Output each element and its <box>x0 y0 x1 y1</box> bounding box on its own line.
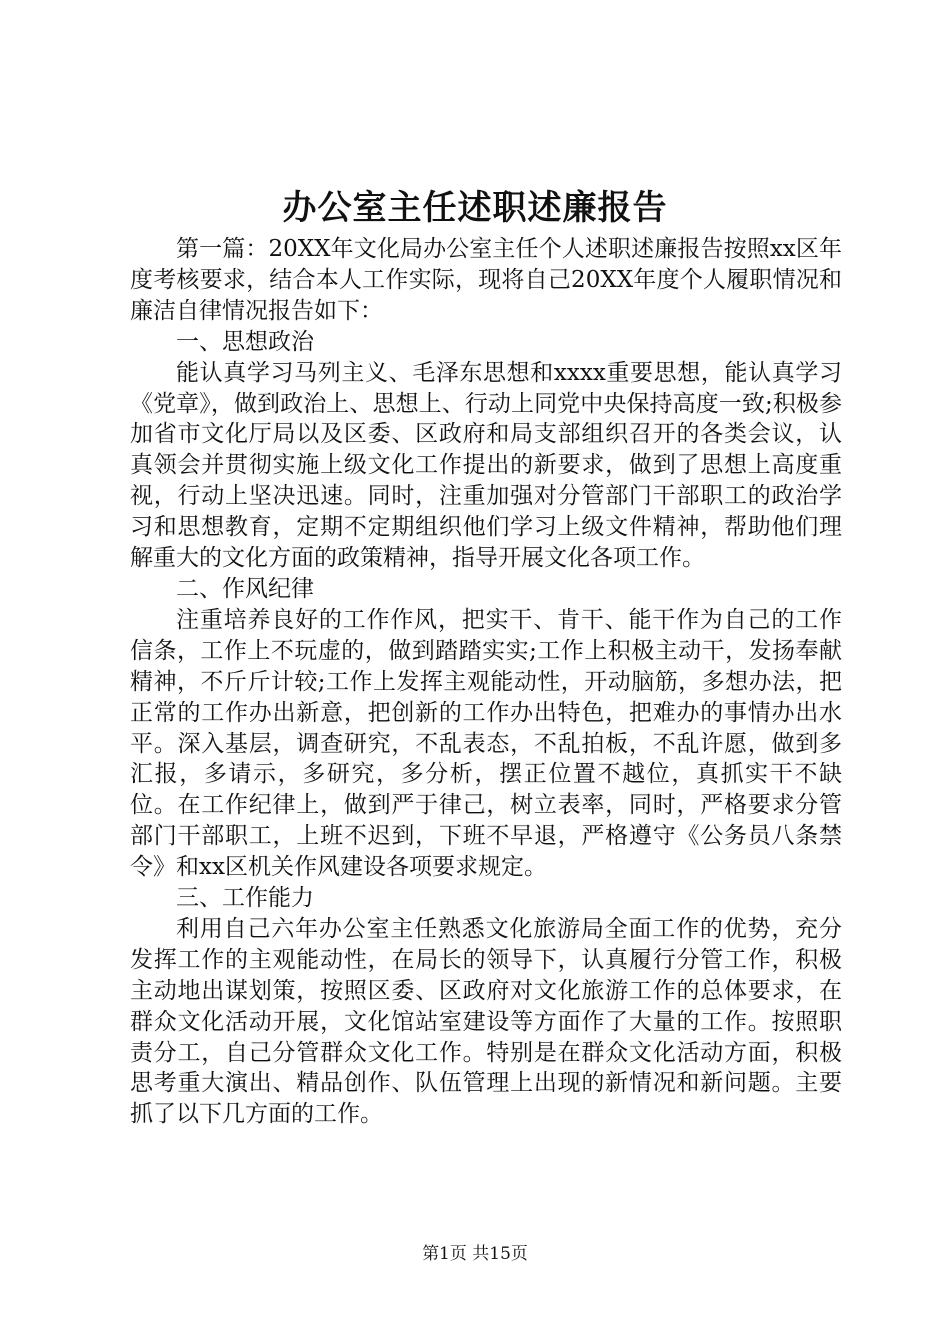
section-heading-ability: 三、工作能力 <box>176 885 314 912</box>
document-title: 办公室主任述职述廉报告 <box>282 188 668 228</box>
ability-paragraph: 利用自己六年办公室主任熟悉文化旅游局全面工作的优势，充分发挥工作的主观能动性，在局长的领导下，认真履行分管工作，积极主动地出谋划策，按照区委、区政府对文化旅游工作的总体要求，在群众文化活动开展，文化馆站室建设等方面作了大量的工作。按照职责分工，自己分管群众文化工作。特别是在群众文化活动方面，积极思考重大演出、精品创作、队伍管理上出现的新情况和新问题。主要抓了以下几方面的工作。 <box>130 915 842 1128</box>
politics-paragraph: 能认真学习马列主义、毛泽东思想和xxxx重要思想，能认真学习《党章》，做到政治上、思想上、行动上同党中央保持高度一致;积极参加省市文化厅局以及区委、区政府和局支部组织召开的各类会议，认真领会并贯彻实施上级文化工作提出的新要求，做到了思想上高度重视，行动上坚决迅速。同时，注重加强对分管部门干部职工的政治学习和思想教育，定期不定期组织他们学习上级文件精神，帮助他们理解重大的文化方面的政策精神，指导开展文化各项工作。 <box>130 359 842 572</box>
intro-paragraph: 第一篇：20XX年文化局办公室主任个人述职述廉报告按照xx区年度考核要求，结合本人工作实际，现将自己20XX年度个人履职情况和廉洁自律情况报告如下： <box>130 236 842 324</box>
section-heading-discipline: 二、作风纪律 <box>176 575 314 602</box>
page-number-footer: 第1页 共15页 <box>422 1244 528 1264</box>
section-heading-politics: 一、思想政治 <box>176 328 314 355</box>
document-body <box>130 234 842 1130</box>
discipline-paragraph: 注重培养良好的工作作风，把实干、肯干、能干作为自己的工作信条，工作上不玩虚的，做到踏踏实实;工作上积极主动干，发扬奉献精神，不斤斤计较;工作上发挥主观能动性，开动脑筋，多想办法，把正常的工作办出新意，把创新的工作办出特色，把难办的事情办出水平。深入基层，调查研究，不乱表态，不乱拍板，不乱许愿，做到多汇报，多请示，多研究，多分析，摆正位置不越位，真抓实干不缺位。在工作纪律上，做到严于律己，树立表率，同时，严格要求分管部门干部职工，上班不迟到，下班不早退，严格遵守《公务员八条禁令》和xx区机关作风建设各项要求规定。 <box>130 606 842 881</box>
